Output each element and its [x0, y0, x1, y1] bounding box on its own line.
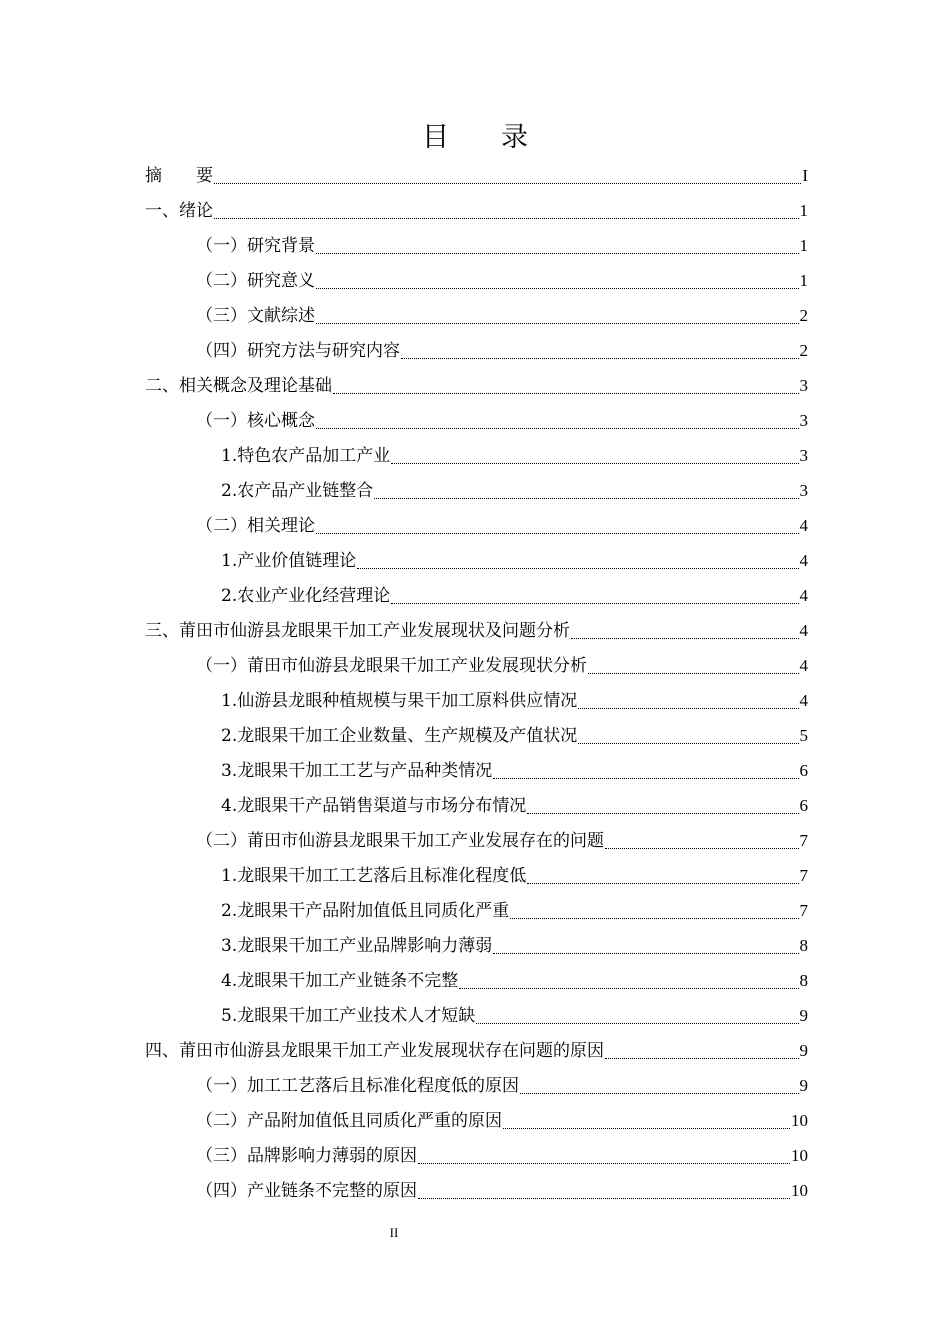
dot-leader — [459, 988, 798, 989]
dot-leader — [316, 533, 799, 534]
toc-entry-label: 4.龙眼果干产品销售渠道与市场分布情况 — [221, 796, 527, 816]
toc-entry-label: （二）相关理论 — [196, 516, 315, 536]
toc-entry-label: 4.龙眼果干加工产业链条不完整 — [221, 971, 459, 991]
toc-entry-page: 1 — [799, 236, 808, 255]
toc-entry-label: 2.龙眼果干加工企业数量、生产规模及产值状况 — [221, 726, 578, 746]
dot-leader — [401, 358, 799, 359]
dot-leader — [214, 183, 801, 184]
toc-entry-label: 1.产业价值链理论 — [221, 551, 357, 571]
toc-entry-page: 4 — [799, 551, 808, 570]
dot-leader — [374, 498, 798, 499]
toc-entry[interactable] — [196, 1103, 808, 1138]
toc-entry-label: 一、绪论 — [145, 201, 213, 221]
toc-entry-page: 8 — [799, 971, 808, 990]
toc-entry[interactable] — [221, 543, 808, 578]
dot-leader — [316, 288, 799, 289]
toc-entry-page: 5 — [799, 726, 808, 745]
toc-title-part1: 目 — [422, 122, 449, 153]
toc-entry[interactable] — [196, 1138, 808, 1173]
toc-entry-label: （一）核心概念 — [196, 411, 315, 431]
toc-entry-label: （三）品牌影响力薄弱的原因 — [196, 1146, 417, 1166]
toc-entry-page: 9 — [799, 1006, 808, 1025]
dot-leader — [418, 1163, 790, 1164]
toc-entry-page: 10 — [791, 1181, 808, 1200]
toc-entry[interactable] — [196, 263, 808, 298]
dot-leader — [605, 848, 799, 849]
toc-entry-label: 1.仙游县龙眼种植规模与果干加工原料供应情况 — [221, 691, 578, 711]
toc-entry[interactable] — [196, 1173, 808, 1208]
toc-entry-page: 6 — [799, 761, 808, 780]
toc-entry[interactable] — [145, 1033, 808, 1068]
toc-entry-label: 1.龙眼果干加工工艺落后且标准化程度低 — [221, 866, 527, 886]
toc-entry-label: 2.农业产业化经营理论 — [221, 586, 391, 606]
toc-entry[interactable] — [221, 753, 808, 788]
toc-entry[interactable] — [145, 193, 808, 228]
toc-entry[interactable] — [221, 893, 808, 928]
dot-leader — [391, 463, 798, 464]
dot-leader — [503, 1128, 790, 1129]
dot-leader — [588, 673, 799, 674]
toc-entry[interactable] — [221, 473, 808, 508]
toc-entry-label: 摘 要 — [145, 166, 213, 186]
toc-entry-label: （四）产业链条不完整的原因 — [196, 1181, 417, 1201]
toc-entry[interactable] — [221, 683, 808, 718]
dot-leader — [333, 393, 799, 394]
toc-entry[interactable] — [221, 718, 808, 753]
toc-entry-page: 7 — [799, 831, 808, 850]
toc-entry-page: I — [802, 166, 808, 185]
dot-leader — [316, 253, 799, 254]
toc-entry-label: 三、莆田市仙游县龙眼果干加工产业发展现状及问题分析 — [145, 621, 570, 641]
toc-entry[interactable] — [221, 858, 808, 893]
toc-entry-page: 3 — [799, 481, 808, 500]
dot-leader — [510, 918, 798, 919]
toc-entry-label: 四、莆田市仙游县龙眼果干加工产业发展现状存在问题的原因 — [145, 1041, 604, 1061]
toc-entry-label: （一）莆田市仙游县龙眼果干加工产业发展现状分析 — [196, 656, 587, 676]
toc-entry[interactable] — [196, 228, 808, 263]
toc-entry[interactable] — [221, 963, 808, 998]
dot-leader — [527, 813, 798, 814]
toc-entry-label: （二）产品附加值低且同质化严重的原因 — [196, 1111, 502, 1131]
toc-entry[interactable] — [221, 998, 808, 1033]
toc-entry-page: 8 — [799, 936, 808, 955]
toc-entry-page: 7 — [799, 901, 808, 920]
dot-leader — [493, 953, 798, 954]
dot-leader — [214, 218, 799, 219]
toc-entry-page: 3 — [799, 411, 808, 430]
toc-entry-page: 3 — [799, 446, 808, 465]
page-number: II — [389, 1225, 399, 1240]
toc-entry-page: 4 — [799, 691, 808, 710]
toc-entry-page: 2 — [799, 341, 808, 360]
toc-entry-page: 9 — [799, 1041, 808, 1060]
toc-entry[interactable] — [196, 403, 808, 438]
toc-entry-label: （二）研究意义 — [196, 271, 315, 291]
toc-entry[interactable] — [145, 613, 808, 648]
toc-entry-label: 2.龙眼果干产品附加值低且同质化严重 — [221, 901, 510, 921]
toc-entry-label: 3.龙眼果干加工工艺与产品种类情况 — [221, 761, 493, 781]
toc-entry-page: 7 — [799, 866, 808, 885]
toc-entry-label: 3.龙眼果干加工产业品牌影响力薄弱 — [221, 936, 493, 956]
toc-entry[interactable] — [196, 648, 808, 683]
dot-leader — [357, 568, 798, 569]
dot-leader — [578, 743, 798, 744]
toc-entry-page: 10 — [791, 1146, 808, 1165]
toc-entry-label: （一）加工工艺落后且标准化程度低的原因 — [196, 1076, 519, 1096]
dot-leader — [418, 1198, 790, 1199]
dot-leader — [493, 778, 798, 779]
toc-entry-page: 4 — [799, 656, 808, 675]
toc-entry-page: 10 — [791, 1111, 808, 1130]
toc-entry[interactable] — [221, 928, 808, 963]
toc-entry-label: （四）研究方法与研究内容 — [196, 341, 400, 361]
toc-entry-page: 2 — [799, 306, 808, 325]
toc-entry-label: （二）莆田市仙游县龙眼果干加工产业发展存在的问题 — [196, 831, 604, 851]
dot-leader — [605, 1058, 799, 1059]
toc-entry[interactable] — [196, 333, 808, 368]
dot-leader — [391, 603, 798, 604]
toc-entry[interactable] — [221, 788, 808, 823]
toc-entry[interactable] — [145, 368, 808, 403]
toc-entry-page: 6 — [799, 796, 808, 815]
dot-leader — [316, 428, 799, 429]
toc-entry[interactable] — [221, 578, 808, 613]
toc-entry-page: 4 — [799, 516, 808, 535]
dot-leader — [571, 638, 799, 639]
toc-entry-label: （三）文献综述 — [196, 306, 315, 326]
toc-entry-label: 5.龙眼果干加工产业技术人才短缺 — [221, 1006, 476, 1026]
toc-entry-page: 1 — [799, 271, 808, 290]
dot-leader — [527, 883, 798, 884]
dot-leader — [520, 1093, 799, 1094]
toc-title — [0, 115, 950, 154]
dot-leader — [316, 323, 799, 324]
toc-entry-label: 二、相关概念及理论基础 — [145, 376, 332, 396]
toc-entry-page: 3 — [799, 376, 808, 395]
toc-entry[interactable] — [221, 438, 808, 473]
toc-entry-page: 9 — [799, 1076, 808, 1095]
toc-entry-label: 2.农产品产业链整合 — [221, 481, 374, 501]
toc-entry-page: 4 — [799, 586, 808, 605]
toc-entry-label: （一）研究背景 — [196, 236, 315, 256]
toc-entry[interactable] — [196, 298, 808, 333]
toc-entry-page: 1 — [799, 201, 808, 220]
dot-leader — [578, 708, 798, 709]
dot-leader — [476, 1023, 798, 1024]
toc-title-part2: 录 — [501, 122, 528, 153]
toc-entry[interactable] — [196, 823, 808, 858]
toc-entry-page: 4 — [799, 621, 808, 640]
toc-entry[interactable] — [145, 158, 808, 193]
toc-entry[interactable] — [196, 1068, 808, 1103]
toc-entry-label: 1.特色农产品加工产业 — [221, 446, 391, 466]
toc-entry[interactable] — [196, 508, 808, 543]
